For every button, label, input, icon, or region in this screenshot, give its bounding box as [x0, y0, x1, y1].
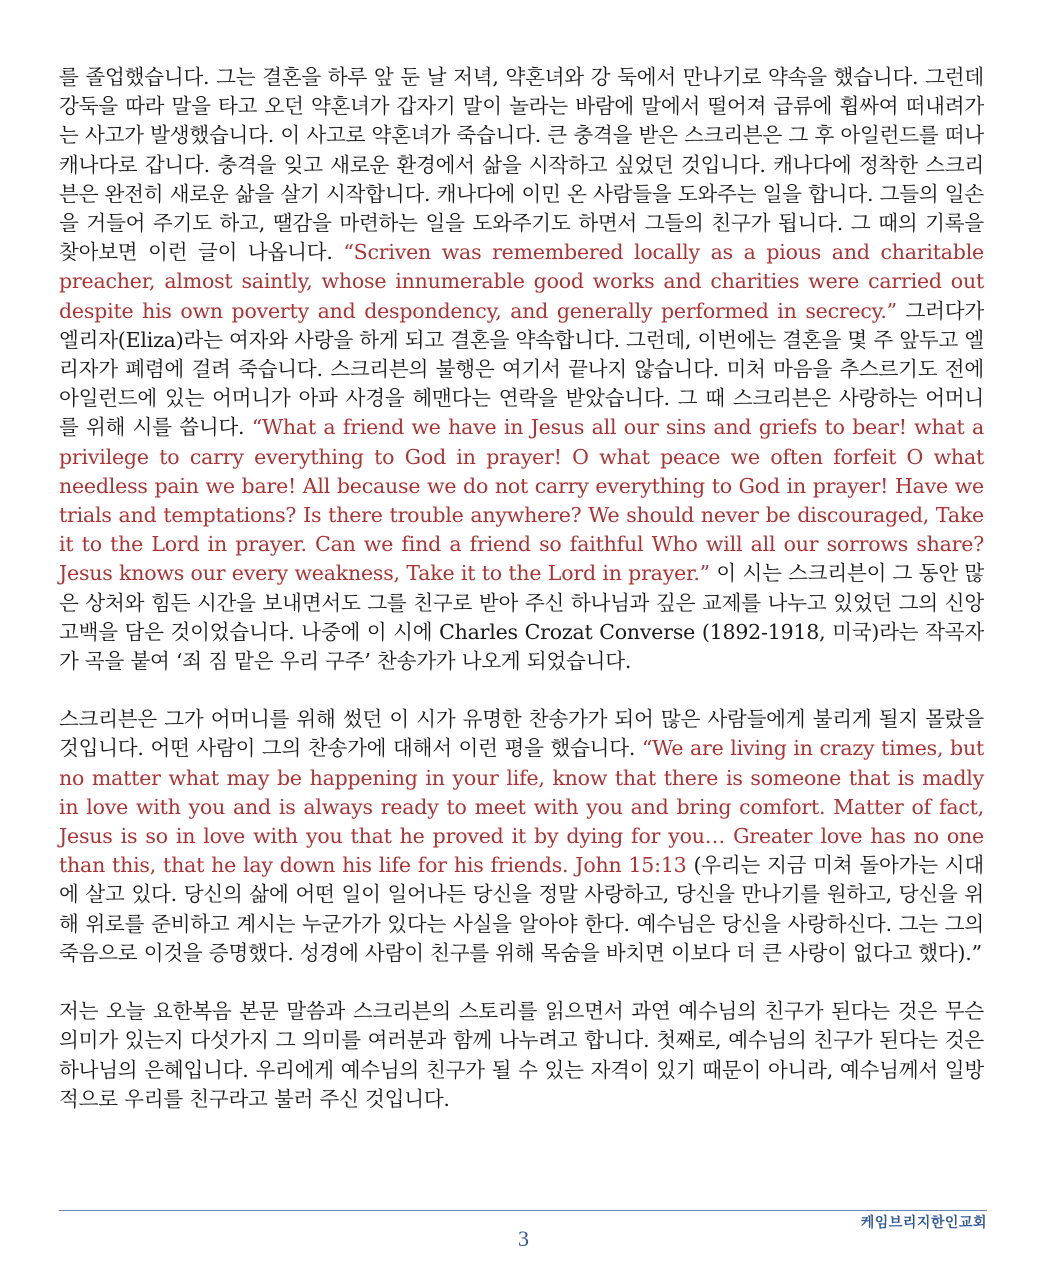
- quote-segment: “Scriven was remembered locally as a pious and charitable preacher, almost saintly, whose innumerable good works and charities were carried out despite his own poverty and despondency, and generally performed in secrecy.”: [59, 240, 984, 323]
- text-segment: (우리는 지금 미쳐 돌아가는 시대에 살고 있다. 당신의 삶에 어떤 일이 일어나든 당신을 정말 사랑하고, 당신을 만나기를 원하고, 당신을 위해 위로를 준비하고 계시는 누군가가 있다는 사실을 알아야 한다. 예수님은 당신을 사랑하신다. 그는 그의 죽음으로 이것을 증명했다. 성경에 사람이 친구를 위해 목숨을 바치면 이보다 더 큰 사랑이 없다고 했다).”: [59, 853, 985, 965]
- page-number: 3: [518, 1226, 529, 1251]
- church-name: 케임브리지한인교회: [860, 1215, 987, 1231]
- text-segment: 스크리븐은 그가 어머니를 위해 썼던 이 시가 유명한 찬송가가 되어 많은 사람들에게 불리게 될지 몰랐을 것입니다. 어떤 사람이 그의 찬송가에 대해서 이런 평을 했습니다.: [59, 707, 984, 761]
- footer-divider: [59, 1210, 987, 1211]
- paragraph-gap: [59, 676, 984, 705]
- paragraph-2: [59, 705, 984, 968]
- paragraph-gap: [59, 968, 984, 997]
- text-segment: 를 졸업했습니다. 그는 결혼을 하루 앞 둔 날 저녁, 약혼녀와 강 둑에서 만나기로 약속을 했습니다. 그런데 강둑을 따라 말을 타고 오던 약혼녀가 갑자기 말이 놀라는 바람에 말에서 떨어져 급류에 휩싸여 떠내려가는 사고가 발생했습니다. 이 사고로 약혼녀가 죽습니다. 큰 충격을 받은 스크리븐은 그 후 아일런드를 떠나 캐나다로 갑니다. 충격을 잊고 새로운 환경에서 삶을 시작하고 싶었던 것입니다. 캐나다에 정착한 스크리븐은 완전히 새로운 삶을 살기 시작합니다. 캐나다에 이민 온 사람들을 도와주는 일을 합니다. 그들의 일손을 거들어 주기도 하고, 땔감을 마련하는 일을 도와주기도 하면서 그들의 친구가 됩니다. 그 때의 기록을 찾아보면 이런 글이 나옵니다.: [59, 65, 984, 265]
- text-segment: 저는 오늘 요한복음 본문 말씀과 스크리븐의 스토리를 읽으면서 과연 예수님의 친구가 된다는 것은 무슨 의미가 있는지 다섯가지 그 의미를 여러분과 함께 나누려고 합니다. 첫째로, 예수님의 친구가 된다는 것은 하나님의 은혜입니다. 우리에게 예수님의 친구가 될 수 있는 자격이 있기 때문이 아니라, 예수님께서 일방적으로 우리를 친구라고 불러 주신 것입니다.: [59, 999, 984, 1111]
- paragraph-1: [59, 63, 984, 676]
- quote-segment: “We are living in crazy times, but no matter what may be happening in your life, know that there is someone that is madly in love with you and is always ready to meet with you and bring comfort. Matter of fact, Jesus is so in love with you that he proved it by dying for you… Greater love has no one than this, that he lay down his life for his friends. John 15:13: [59, 736, 984, 878]
- body-text: [59, 63, 984, 1114]
- text-segment: 그러다가 엘리자(Eliza)라는 여자와 사랑을 하게 되고 결혼을 약속합니다. 그런데, 이번에는 결혼을 몇 주 앞두고 엘리자가 폐렴에 걸려 죽습니다. 스크리븐의 불행은 여기서 끝나지 않습니다. 미처 마음을 추스르기도 전에 아일런드에 있는 어머니가 아파 사경을 헤맨다는 연락을 받았습니다. 그 때 스크리븐은 사랑하는 어머니를 위해 시를 씁니다.: [59, 298, 984, 440]
- quote-segment: “What a friend we have in Jesus all our sins and griefs to bear! what a privilege to carry everything to God in prayer! O what peace we often forfeit O what needless pain we bare! All because we do not carry everything to God in prayer! Have we trials and temptations? Is there trouble anywhere? We should never be discouraged, Take it to the Lord in prayer. Can we find a friend so faithful Who will all our sorrows share? Jesus knows our every weakness, Take it to the Lord in prayer.”: [59, 415, 984, 586]
- paragraph-3: [59, 997, 984, 1114]
- text-segment: 이 시는 스크리븐이 그 동안 많은 상처와 힘든 시간을 보내면서도 그를 친구로 받아 주신 하나님과 깊은 교제를 나누고 있었던 그의 신앙고백을 담은 것이었습니다. 나중에 이 시에 Charles Crozat Converse (1892-1918, 미국)라는 작곡자가 곡을 붙여 ‘죄 짐 맡은 우리 구주’ 찬송가가 나오게 되었습니다.: [59, 561, 984, 674]
